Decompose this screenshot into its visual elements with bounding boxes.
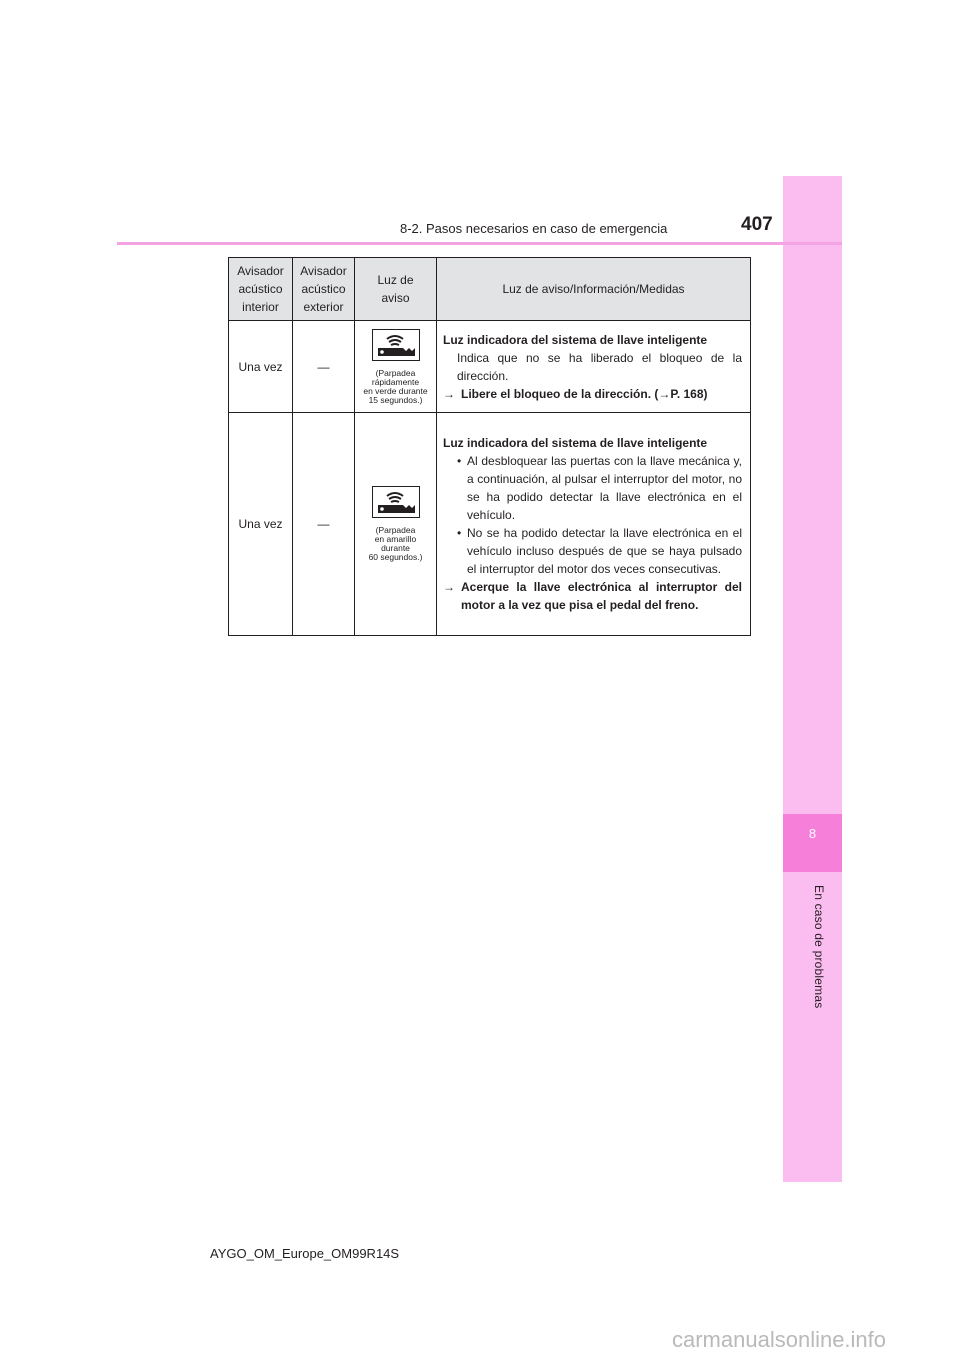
info-cell: [437, 321, 751, 413]
chapter-side-band: [783, 176, 842, 1182]
interior-buzzer-cell: Una vez: [229, 321, 293, 413]
info-cell: [437, 413, 751, 636]
warning-light-cell: [355, 321, 437, 413]
exterior-buzzer-cell: —: [293, 413, 355, 636]
header-exterior-line: exterior: [303, 300, 344, 314]
caption-line: 15 segundos.): [368, 394, 423, 405]
warning-table: [228, 257, 751, 636]
info-title: Luz indicadora del sistema de llave inteligente: [443, 436, 708, 450]
caption-line: durante: [381, 543, 410, 553]
info-text: Indica que no se ha liberado el bloqueo de la dirección.: [457, 350, 742, 383]
info-bullet: [443, 452, 742, 524]
header-exterior-buzzer: [293, 258, 355, 321]
header-interior-line: Avisador: [237, 264, 284, 278]
header-exterior-line: acústico: [301, 282, 346, 296]
chapter-tab: [783, 814, 842, 872]
caption-line: en amarillo: [374, 534, 417, 544]
arrow-icon: →: [443, 580, 455, 594]
smart-key-indicator-icon: [372, 486, 420, 518]
bullet-icon: •: [457, 454, 462, 468]
header-warning-light: [355, 258, 437, 321]
caption-line: (Parpadea: [375, 525, 416, 535]
page-number: 407: [741, 214, 773, 235]
bullet-icon: •: [457, 526, 462, 540]
caption-line: 60 segundos.): [368, 552, 423, 562]
caption-line: rápidamente: [371, 376, 420, 387]
document-code: AYGO_OM_Europe_OM99R14S: [210, 1246, 400, 1261]
bullet-text: Al desbloquear las puertas con la llave mecánica y, a continuación, al pulsar el interruptor del motor, no se ha podido detectar la llave electrónica en el vehículo.: [467, 454, 742, 522]
info-bullet: [443, 524, 742, 578]
info-action: [443, 578, 742, 614]
header-info: Luz de aviso/Información/Medidas: [437, 258, 751, 321]
header-exterior-line: Avisador: [300, 264, 347, 278]
table-row: [229, 413, 751, 636]
table-row: [229, 321, 751, 413]
action-text: Acerque la llave electrónica al interruptor del motor a la vez que pisa el pedal del freno.: [461, 580, 742, 612]
interior-buzzer-cell: Una vez: [229, 413, 293, 636]
header-interior-buzzer: [229, 258, 293, 321]
chapter-number: 8: [808, 826, 817, 841]
light-caption: [357, 369, 434, 405]
action-text: Libere el bloqueo de la dirección. (→P. 168): [461, 386, 708, 401]
header-interior-line: interior: [242, 300, 279, 314]
table-header-row: [229, 258, 751, 321]
header-divider: [117, 242, 842, 245]
header-interior-line: acústico: [238, 282, 283, 296]
smart-key-indicator-icon: [372, 329, 420, 361]
site-watermark: carmanualsonline.info: [672, 1327, 887, 1352]
chapter-label: En caso de problemas: [812, 885, 826, 1009]
info-title: Luz indicadora del sistema de llave inteligente: [443, 332, 708, 347]
header-light-line: aviso: [381, 291, 410, 305]
bullet-text: No se ha podido detectar la llave electrónica en el vehículo incluso después de que se haya pulsado el interruptor del motor dos veces consecutivas.: [467, 526, 742, 576]
info-action: [443, 385, 742, 403]
header-light-line: Luz de: [377, 273, 414, 287]
light-caption: [357, 526, 434, 562]
arrow-icon: →: [443, 386, 455, 401]
warning-light-cell: [355, 413, 437, 636]
exterior-buzzer-cell: —: [293, 321, 355, 413]
caption-line: en verde durante: [363, 385, 428, 396]
section-title: 8-2. Pasos necesarios en caso de emergencia: [400, 221, 668, 236]
caption-line: (Parpadea: [375, 367, 416, 378]
